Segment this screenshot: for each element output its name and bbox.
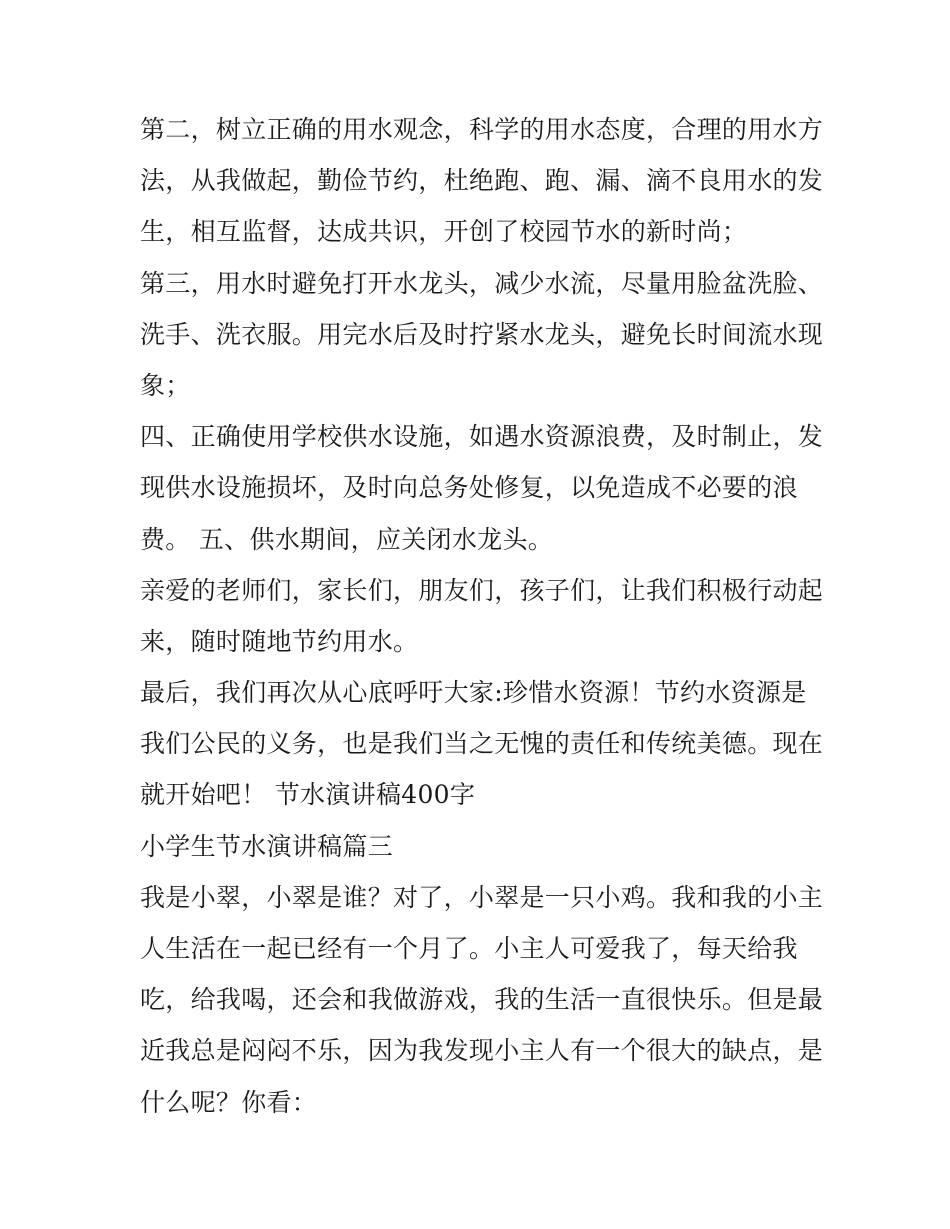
text-line: 生，相互监督，达成共识，开创了校园节水的新时尚； bbox=[140, 217, 748, 247]
text-line: 就开始吧！ 节水演讲稿400字 bbox=[140, 780, 476, 810]
document-body bbox=[140, 104, 824, 1128]
text-line: 吃，给我喝，还会和我做游戏，我的生活一直很快乐。但是最 bbox=[140, 985, 824, 1015]
text-line: 我们公民的义务，也是我们当之无愧的责任和传统美德。现在 bbox=[140, 729, 824, 759]
text-line: 近我总是闷闷不乐，因为我发现小主人有一个很大的缺点，是 bbox=[140, 1036, 824, 1066]
text-line: 第三，用水时避免打开水龙头，减少水流，尽量用脸盆洗脸、 bbox=[140, 268, 824, 298]
text-line: 第二，树立正确的用水观念，科学的用水态度，合理的用水方 bbox=[140, 115, 824, 144]
text-line: 现供水设施损坏，及时向总务处修复，以免造成不必要的浪 bbox=[140, 473, 798, 503]
text-line: 法，从我做起，勤俭节约，杜绝跑、跑、漏、滴不良用水的发 bbox=[140, 166, 824, 196]
text-line: 象； bbox=[140, 370, 191, 400]
text-line: 洗手、洗衣服。用完水后及时拧紧水龙头，避免长时间流水现 bbox=[140, 319, 824, 349]
text-line: 费。 五、供水期间，应关闭水龙头。 bbox=[140, 524, 554, 554]
text-line: 我是小翠，小翠是谁？对了，小翠是一只小鸡。我和我的小主 bbox=[140, 882, 824, 912]
text-line: 人生活在一起已经有一个月了。小主人可爱我了，每天给我 bbox=[140, 934, 798, 963]
text-line: 最后，我们再次从心底呼吁大家:珍惜水资源！节约水资源是 bbox=[140, 678, 807, 708]
text-line: 亲爱的老师们，家长们，朋友们，孩子们，让我们积极行动起 bbox=[140, 575, 824, 605]
text-line: 什么呢？你看： bbox=[140, 1087, 318, 1117]
text-line: 四、正确使用学校供水设施，如遇水资源浪费，及时制止，发 bbox=[140, 422, 824, 452]
section-heading: 小学生节水演讲稿篇三 bbox=[140, 831, 394, 861]
text-line: 来，随时随地节约用水。 bbox=[140, 626, 419, 656]
